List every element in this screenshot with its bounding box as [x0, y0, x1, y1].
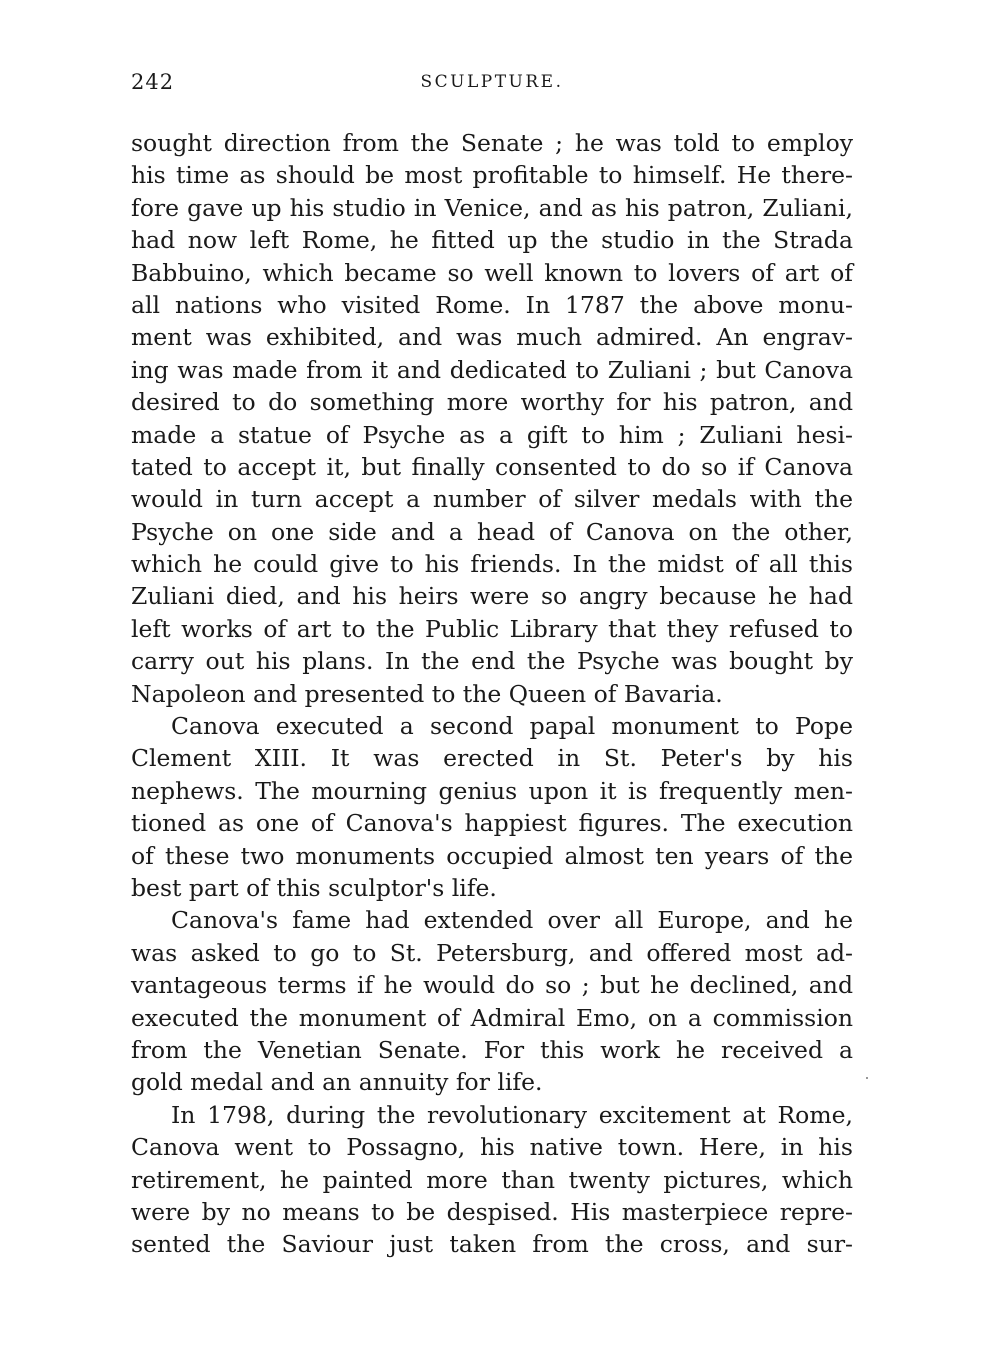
text-line: carry out his plans. In the end the Psyche was bought by — [131, 647, 853, 676]
text-line: retirement, he painted more than twenty pictures, which — [131, 1165, 853, 1194]
text-line: sought direction from the Senate ; he was told to employ — [131, 129, 853, 157]
text-line: had now left Rome, he fitted up the studio in the Strada — [131, 226, 853, 255]
text-line: desired to do something more worthy for his patron, and — [131, 388, 853, 417]
running-header — [131, 70, 853, 100]
running-title: SCULPTURE. — [420, 72, 564, 92]
text-line: Clement XIII. It was erected in St. Peter's by his — [131, 744, 853, 773]
text-line: executed the monument of Admiral Emo, on a commission — [131, 1003, 853, 1032]
text-line: would in turn accept a number of silver medals with the — [131, 485, 853, 514]
text-line: ment was exhibited, and was much admired. An engrav- — [131, 323, 853, 352]
text-line: from the Venetian Senate. For this work he received a — [131, 1035, 853, 1064]
paragraph-end-line: gold medal and an annuity for life. — [131, 1068, 543, 1097]
text-line: tioned as one of Canova's happiest figures. The execution — [131, 809, 853, 838]
page-number: 242 — [131, 70, 175, 94]
text-line: were by no means to be despised. His masterpiece repre- — [131, 1197, 853, 1226]
paragraph-first-line: Canova executed a second papal monument to Pope — [171, 712, 853, 741]
paragraph-end-line: best part of this sculptor's life. — [131, 873, 497, 902]
text-line: left works of art to the Public Library that they refused to — [131, 614, 853, 643]
text-line: vantageous terms if he would do so ; but he declined, and — [131, 971, 853, 1000]
text-line: of these two monuments occupied almost ten years of the — [131, 841, 853, 870]
text-line: nephews. The mourning genius upon it is frequently men- — [131, 776, 853, 805]
text-line: Babbuino, which became so well known to lovers of art of — [131, 258, 853, 287]
text-line: ing was made from it and dedicated to Zuliani ; but Canova — [131, 355, 853, 384]
text-line: Zuliani died, and his heirs were so angry because he had — [131, 582, 853, 611]
paragraph-end-line: Napoleon and presented to the Queen of Bavaria. — [131, 679, 723, 708]
body-text — [131, 127, 853, 1261]
text-line: fore gave up his studio in Venice, and as his patron, Zuliani, — [131, 193, 853, 222]
text-line: sented the Saviour just taken from the cross, and sur- — [131, 1230, 853, 1259]
paragraph-first-line: Canova's fame had extended over all Europe, and he — [171, 906, 853, 935]
paragraph-first-line: In 1798, during the revolutionary excitement at Rome, — [171, 1100, 853, 1129]
text-line: made a statue of Psyche as a gift to him ; Zuliani hesi- — [131, 420, 853, 449]
text-line: his time as should be most profitable to himself. He there- — [131, 161, 853, 190]
text-line: Psyche on one side and a head of Canova on the other, — [131, 517, 853, 546]
text-line: which he could give to his friends. In the midst of all this — [131, 550, 853, 579]
text-line: all nations who visited Rome. In 1787 the above monu- — [131, 290, 853, 319]
margin-speck — [866, 1077, 868, 1079]
text-line: tated to accept it, but finally consented to do so if Canova — [131, 452, 853, 481]
text-line: was asked to go to St. Petersburg, and offered most ad- — [131, 938, 853, 967]
text-line: Canova went to Possagno, his native town. Here, in his — [131, 1133, 853, 1162]
